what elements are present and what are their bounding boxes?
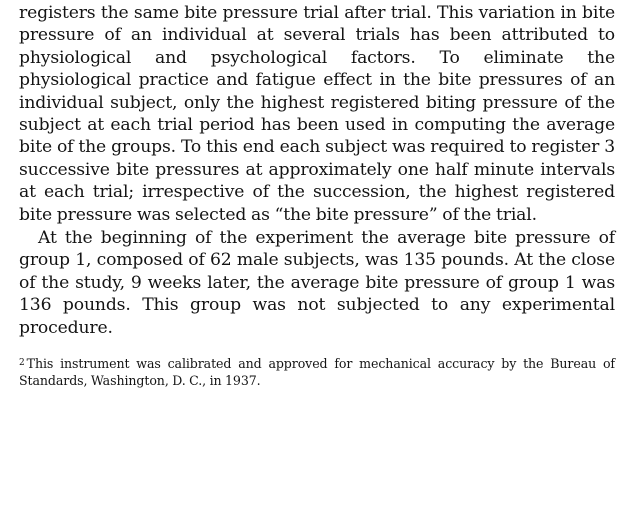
body-paragraph-2: At the beginning of the experiment the average bite pressure of group 1, composed of 62 male subjects, was 135 pounds. At the close of the study, 9 weeks later, the average bite pressure of group 1 was 136 pounds. This group was not subjected to any experimental procedure.: [19, 228, 615, 338]
document-page: [19, 0, 615, 389]
footnote-marker: 2: [19, 358, 25, 369]
body-paragraph-1: registers the same bite pressure trial after trial. This variation in bite pressure of an individual at several trials has been attributed to physiological and psychological factors. To eliminate the physiological practice and fatigue effect in the bite pressures of an individual subject, only the highest registered biting pressure of the subject at each trial period has been used in computing the average bite of the groups. To this end each subject was required to register 3 successive bite pressures at approximately one half minute intervals at each trial; irrespective of the succession, the highest registered bite pressure was selected as “the bite pressure” of the trial.: [19, 3, 615, 225]
footnote-text: This instrument was calibrated and approved for mechanical accuracy by the Bureau of Standards, Washington, D. C., in 1937.: [19, 356, 615, 388]
footnote: [19, 355, 615, 389]
